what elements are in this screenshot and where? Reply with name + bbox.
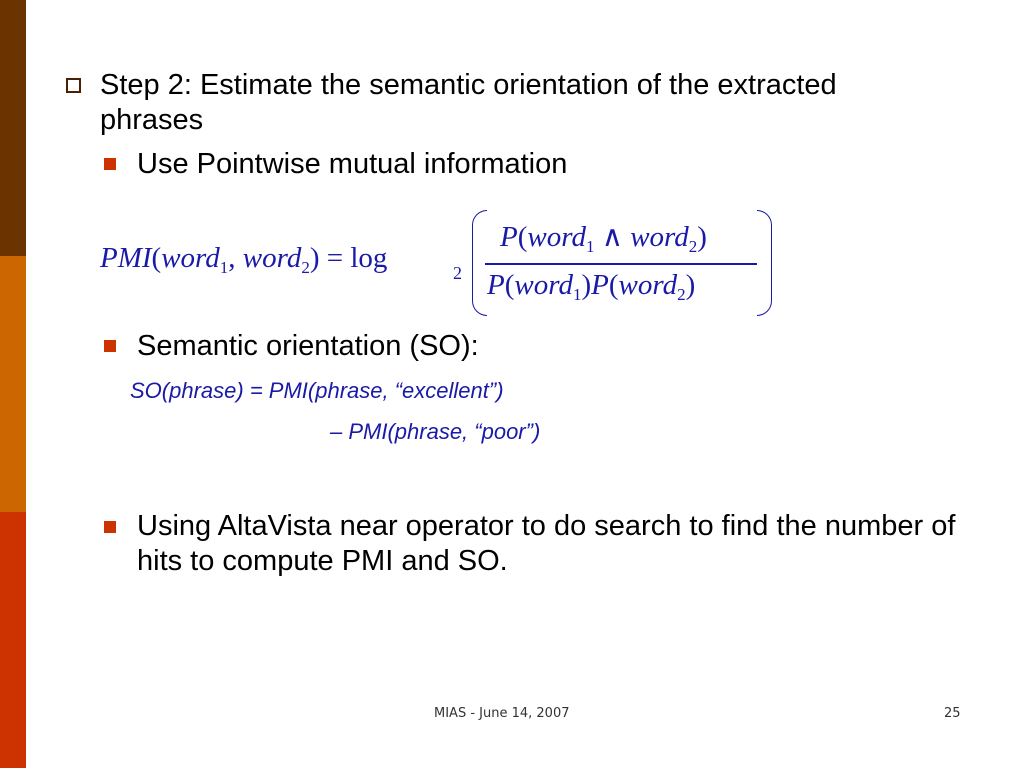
footer-date: MIAS - June 14, 2007 — [434, 706, 570, 721]
fraction-line — [485, 263, 757, 265]
bullet-so: Semantic orientation (SO): — [137, 330, 479, 362]
left-bar-dark — [0, 0, 26, 256]
formula-numerator: P(word$_1$ ∧ word$_2$) — [500, 221, 707, 256]
square-bullet-icon — [104, 158, 116, 170]
bullet-step2: Step 2: Estimate the semantic orientation of the extracted phrases — [100, 69, 837, 136]
right-big-paren — [757, 210, 772, 316]
so-formula-line1: SO(phrase) = PMI(phrase, “excellent”) — [130, 378, 504, 403]
left-bar-orange — [0, 256, 26, 512]
hollow-square-bullet-icon — [66, 78, 81, 93]
so-formula-line2: – PMI(phrase, “poor”) — [330, 419, 541, 444]
square-bullet-icon — [104, 521, 116, 533]
formula-lhs: PMI(word$_1$, word$_2$) = log — [100, 242, 388, 277]
square-bullet-icon — [104, 340, 116, 352]
slide-number: 25 — [944, 706, 961, 721]
bullet-pmi: Use Pointwise mutual information — [137, 148, 568, 180]
bullet-altavista: Using AltaVista near operator to do search to find the number of hits to compute PMI and SO. — [137, 510, 956, 577]
formula-denominator: P(word$_1$)P(word$_2$) — [487, 269, 696, 304]
left-bar-red — [0, 512, 26, 768]
pmi-formula — [100, 205, 790, 317]
log-base: 2 — [453, 263, 462, 283]
